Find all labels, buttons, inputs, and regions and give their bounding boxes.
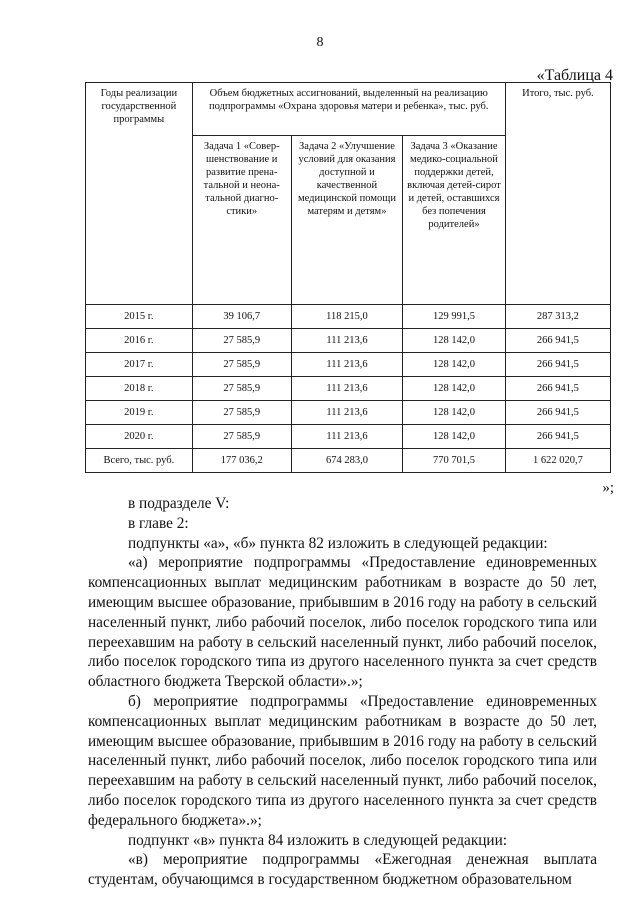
cell-year: Всего, тыс. руб. <box>86 449 193 473</box>
table-row <box>86 329 611 353</box>
cell-task2: 111 213,6 <box>291 401 402 425</box>
paragraph: подпункты «а», «б» пункта 82 изложить в следующей редакции: <box>128 534 548 552</box>
cell-total: 266 941,5 <box>505 401 610 425</box>
cell-total: 266 941,5 <box>505 353 610 377</box>
cell-task3: 770 701,5 <box>403 449 506 473</box>
cell-task2: 111 213,6 <box>291 353 402 377</box>
cell-year: 2018 г. <box>86 377 193 401</box>
paragraph: в главе 2: <box>128 514 189 532</box>
cell-task2: 111 213,6 <box>291 377 402 401</box>
body-text <box>88 494 597 890</box>
cell-task1: 27 585,9 <box>192 377 291 401</box>
cell-task3: 128 142,0 <box>403 401 506 425</box>
table-row <box>86 377 611 401</box>
cell-task2: 111 213,6 <box>291 425 402 449</box>
table-caption: «Таблица 4 <box>536 67 613 84</box>
cell-task2: 674 283,0 <box>291 449 402 473</box>
cell-total: 287 313,2 <box>505 305 610 329</box>
header-task1: Задача 1 «Совер-шенствование и развитие прена-тальной и неона-тальной диагно-стики» <box>192 136 291 305</box>
table-header-row <box>86 83 611 136</box>
table-row <box>86 425 611 449</box>
cell-total: 266 941,5 <box>505 377 610 401</box>
cell-total: 1 622 020,7 <box>505 449 610 473</box>
header-budget: Объем бюджетных ассигнований, выделенный на реализацию подпрограммы «Охрана здоровья матери и ребенка», тыс. руб. <box>192 83 505 136</box>
cell-task3: 128 142,0 <box>403 353 506 377</box>
cell-year: 2017 г. <box>86 353 193 377</box>
paragraph: б) мероприятие подпрограммы «Предоставление единовременных компенсационных выплат медицинским работникам в возрасте до 50 лет, имеющим высшее образование, прибывшим в 2016 году на работу в сельский населенный пункт, либо рабочий поселок, либо поселок городского типа или переехавшим на работу в сельский населенный пункт, либо рабочий поселок, либо поселок городского типа из другого населенного пункта за счет средств федерального бюджета».»; <box>88 692 597 829</box>
header-years: Годы реализации государственной программы <box>86 83 193 305</box>
cell-task1: 27 585,9 <box>192 329 291 353</box>
table-row-total <box>86 449 611 473</box>
cell-task1: 27 585,9 <box>192 425 291 449</box>
table-row <box>86 401 611 425</box>
cell-year: 2016 г. <box>86 329 193 353</box>
paragraph: «а) мероприятие подпрограммы «Предоставление единовременных компенсационных выплат медицинским работникам в возрасте до 50 лет, имеющим высшее образование, прибывшим в 2016 году на работу в сельский населенный пункт, либо рабочий поселок, либо поселок городского типа или переехавшим на работу в сельский населенный пункт, либо рабочий поселок, либо поселок городского типа из другого населенного пункта за счет средств областного бюджета Тверской области».»; <box>88 554 597 691</box>
cell-total: 266 941,5 <box>505 329 610 353</box>
budget-table <box>85 82 611 473</box>
cell-task1: 27 585,9 <box>192 353 291 377</box>
cell-year: 2019 г. <box>86 401 193 425</box>
cell-year: 2020 г. <box>86 425 193 449</box>
paragraph: «в) мероприятие подпрограммы «Ежегодная денежная выплата студентам, обучающимся в государственном бюджетном образовательном <box>88 851 597 889</box>
cell-total: 266 941,5 <box>505 425 610 449</box>
cell-task1: 39 106,7 <box>192 305 291 329</box>
table-close-quote: »; <box>602 480 614 496</box>
paragraph: в подразделе V: <box>128 495 230 512</box>
header-task3: Задача 3 «Оказание медико-социальной поддержки детей, включая детей-сирот и детей, оставшихся без попечения родителей» <box>403 136 506 305</box>
header-total: Итого, тыс. руб. <box>505 83 610 305</box>
table-row <box>86 305 611 329</box>
cell-task2: 111 213,6 <box>291 329 402 353</box>
cell-task2: 118 215,0 <box>291 305 402 329</box>
table-row <box>86 353 611 377</box>
page-number: 8 <box>316 35 324 50</box>
cell-task3: 129 991,5 <box>403 305 506 329</box>
cell-task3: 128 142,0 <box>403 425 506 449</box>
cell-task3: 128 142,0 <box>403 377 506 401</box>
cell-task1: 177 036,2 <box>192 449 291 473</box>
cell-year: 2015 г. <box>86 305 193 329</box>
cell-task1: 27 585,9 <box>192 401 291 425</box>
paragraph: подпункт «в» пункта 84 изложить в следующей редакции: <box>128 831 508 849</box>
cell-task3: 128 142,0 <box>403 329 506 353</box>
header-task2: Задача 2 «Улучшение условий для оказания доступной и качественной медицинской помощи матерям и детям» <box>291 136 402 305</box>
